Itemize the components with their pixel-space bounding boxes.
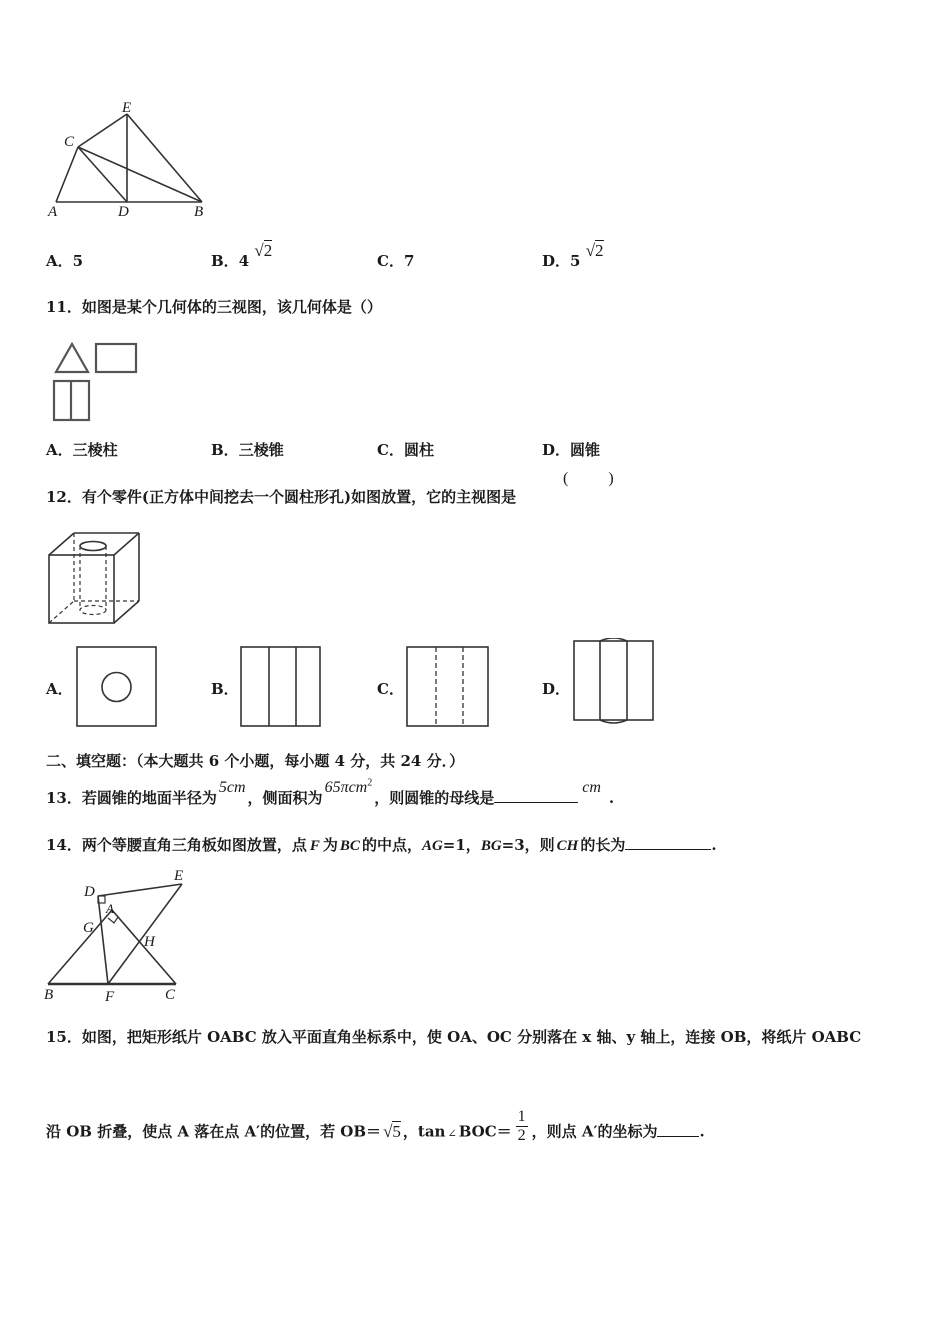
- q15-text-a: 沿 OB 折叠，使点 A 落在点 A′的位置，若 OB＝: [46, 1122, 382, 1141]
- q13-area: [325, 779, 373, 796]
- q14-segment-ch: CH: [556, 838, 579, 854]
- fraction-denominator: 2: [517, 1127, 526, 1144]
- label-e: E: [174, 868, 184, 884]
- label-a: A: [48, 204, 58, 220]
- sqrt-sign: √: [383, 1121, 393, 1141]
- label-c: C: [165, 987, 176, 1003]
- q13-text-3: ，则圆锥的母线是: [374, 789, 495, 807]
- label-f: F: [105, 989, 115, 1004]
- q11-option-b[interactable]: [211, 439, 284, 460]
- option-text: 三棱柱: [72, 441, 118, 459]
- q15-text-d: ，则点 A′的坐标为: [531, 1122, 658, 1141]
- q12-option-c[interactable]: C．: [377, 680, 404, 698]
- option-letter: B．: [211, 252, 239, 270]
- q11-option-c[interactable]: [377, 439, 434, 460]
- q14-text-1: 14．两个等腰直角三角板如图放置，点: [46, 836, 307, 854]
- q14-point-f: F: [309, 838, 320, 854]
- option-letter: C．: [377, 252, 404, 270]
- q12-option-a[interactable]: A．: [46, 680, 73, 698]
- q14-answer-blank[interactable]: [625, 848, 711, 850]
- label-g: G: [83, 920, 94, 936]
- bracket-open: (: [563, 470, 569, 487]
- q14-text-4: =1，: [442, 836, 481, 854]
- q10-option-d[interactable]: [542, 241, 604, 271]
- q15-end: .: [699, 1122, 705, 1141]
- option-text: 4: [238, 252, 250, 270]
- q12-answer-bracket[interactable]: [563, 470, 614, 488]
- option-letter: A．: [46, 441, 73, 459]
- option-text: 7: [403, 252, 415, 270]
- q12-option-c-figure[interactable]: [406, 646, 490, 728]
- option-letter: A．: [46, 252, 73, 270]
- radicand: 2: [595, 241, 604, 260]
- q13-area-value: 65πcm: [324, 779, 368, 796]
- q14-segment-ag: AG: [421, 838, 443, 854]
- angle-symbol: ∠: [447, 1127, 457, 1140]
- q11-three-views-figure: [46, 338, 146, 426]
- q15-text-b: ，tan: [402, 1122, 446, 1141]
- q13-unit: cm: [582, 779, 601, 796]
- sqrt-value: 5: [392, 1121, 401, 1141]
- label-e: E: [122, 100, 132, 116]
- q11-option-d[interactable]: [542, 439, 600, 460]
- label-b: B: [44, 987, 54, 1003]
- radicand: 2: [263, 241, 273, 260]
- q13-end: .: [608, 789, 615, 807]
- option-letter: D．: [542, 441, 571, 459]
- q15-line-1: 15．如图，把矩形纸片 OABC 放入平面直角坐标系中，使 OA、OC 分别落在 x 轴、y 轴上，连接 OB，将纸片 OABC: [46, 1028, 862, 1046]
- radical-sign: √: [585, 241, 596, 260]
- label-h: H: [144, 934, 155, 950]
- option-text: 5: [570, 252, 581, 270]
- q10-option-b[interactable]: [211, 241, 273, 271]
- section-2-heading: 二、填空题：（本大题共 6 个小题，每小题 4 分，共 24 分．）: [46, 752, 465, 770]
- q14-text-5: =3，则: [501, 836, 555, 854]
- q13-radius: 5cm: [218, 779, 246, 796]
- q13-text-2: ，侧面积为: [247, 789, 323, 807]
- label-b: B: [194, 204, 204, 220]
- option-text: 三棱锥: [238, 441, 284, 459]
- q13-text-1: 13．若圆锥的地面半径为: [46, 789, 217, 807]
- q10-option-c[interactable]: [377, 250, 414, 271]
- radical-sign: √: [254, 241, 264, 260]
- fraction-numerator: 1: [517, 1108, 526, 1125]
- q14-segment-bg: BG: [480, 838, 502, 854]
- q15-answer-blank[interactable]: [657, 1135, 699, 1137]
- q12-option-d[interactable]: D．: [542, 680, 571, 698]
- q12-option-d-figure[interactable]: [572, 638, 656, 726]
- q13-answer-blank[interactable]: [494, 801, 578, 803]
- fraction: [516, 1108, 528, 1145]
- q14-line: [46, 834, 717, 855]
- q11-stem: 11．如图是某个几何体的三视图，该几何体是（）: [46, 298, 382, 316]
- q13-area-exponent: 2: [367, 777, 373, 789]
- q14-text-3: 的中点，: [361, 836, 422, 854]
- q15-line-2: [46, 1108, 705, 1151]
- option-text: 圆柱: [403, 441, 434, 459]
- label-d: D: [118, 204, 129, 220]
- q12-stem: 12．有个零件(正方体中间挖去一个圆柱形孔)如图放置，它的主视图是: [46, 488, 517, 506]
- option-letter: C．: [377, 441, 404, 459]
- label-c: C: [64, 134, 75, 150]
- q12-option-b[interactable]: B．: [211, 680, 239, 698]
- option-text: 5: [72, 252, 84, 270]
- option-letter: D．: [542, 252, 571, 270]
- q14-end: .: [711, 836, 717, 854]
- q13-line: [46, 777, 615, 808]
- q12-cube-with-hole-figure: [46, 530, 146, 626]
- q14-triangles-figure: [40, 866, 200, 1004]
- q12-option-b-figure[interactable]: [240, 646, 322, 728]
- q15-text-c: BOC＝: [458, 1122, 512, 1141]
- q14-segment-bc: BC: [339, 838, 360, 854]
- q11-option-a[interactable]: [46, 439, 118, 460]
- label-d: D: [84, 884, 95, 900]
- q14-text-6: 的长为: [580, 836, 626, 854]
- option-letter: B．: [211, 441, 239, 459]
- q14-text-2: 为: [322, 836, 338, 854]
- q10-option-a[interactable]: [46, 250, 83, 271]
- q12-option-a-figure[interactable]: [76, 646, 158, 728]
- option-text: 圆锥: [570, 441, 601, 459]
- bracket-close: ): [608, 470, 614, 487]
- q10-triangle-figure: [42, 100, 217, 225]
- label-a: A: [106, 901, 114, 916]
